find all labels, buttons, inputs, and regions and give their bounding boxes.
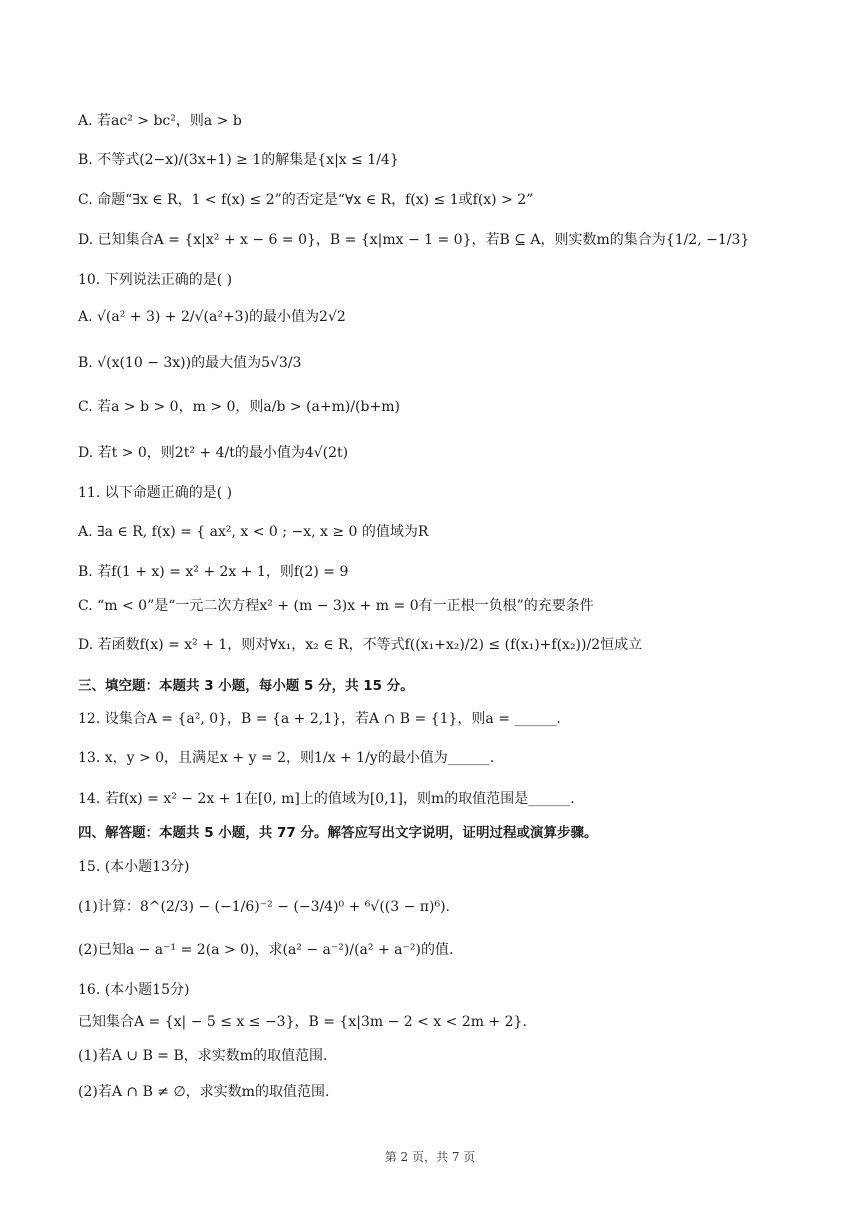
- question-line: D. 若t > 0，则2t² + 4/t的最小值为4√(2t): [78, 445, 349, 461]
- question-line: 16. (本小题15分): [78, 982, 190, 998]
- question-line: C. 若a > b > 0，m > 0，则a/b > (a+m)/(b+m): [78, 399, 400, 415]
- question-line: D. 若函数f(x) = x² + 1，则对∀x₁，x₂ ∈ R，不等式f((x₁+x₂)/2) ≤ (f(x₁)+f(x₂))/2恒成立: [78, 637, 643, 653]
- question-line: 12. 设集合A = {a², 0}，B = {a + 2,1}，若A ∩ B = {1}，则a = ______.: [78, 711, 561, 727]
- question-line: C. “m < 0”是“一元二次方程x² + (m − 3)x + m = 0有一正根一负根”的充要条件: [78, 598, 594, 614]
- question-line: 已知集合A = {x| − 5 ≤ x ≤ −3}，B = {x|3m − 2 < x < 2m + 2}.: [78, 1014, 527, 1030]
- question-line: B. 不等式(2−x)/(3x+1) ≥ 1的解集是{x|x ≤ 1/4}: [78, 152, 399, 168]
- question-line: B. √(x(10 − 3x))的最大值为5√3/3: [78, 355, 302, 371]
- question-line: 11. 以下命题正确的是( ): [78, 485, 233, 501]
- section-heading: 三、填空题：本题共 3 小题，每小题 5 分，共 15 分。: [78, 678, 414, 694]
- question-line: D. 已知集合A = {x|x² + x − 6 = 0}，B = {x|mx − 1 = 0}，若B ⊆ A，则实数m的集合为{1/2, −1/3}: [78, 232, 750, 248]
- question-line: A. ∃a ∈ R, f(x) = { ax², x < 0 ; −x, x ≥ 0 的值域为R: [78, 524, 429, 540]
- question-line: C. 命题“∃x ∈ R，1 < f(x) ≤ 2”的否定是“∀x ∈ R，f(x) ≤ 1或f(x) > 2”: [78, 192, 534, 208]
- question-line: (1)若A ∪ B = B，求实数m的取值范围.: [78, 1048, 328, 1064]
- question-line: 14. 若f(x) = x² − 2x + 1在[0, m]上的值域为[0,1]，则m的取值范围是______.: [78, 791, 575, 807]
- question-line: (2)已知a − a⁻¹ = 2(a > 0)，求(a² − a⁻²)/(a² + a⁻²)的值.: [78, 942, 454, 958]
- question-line: B. 若f(1 + x) = x² + 2x + 1，则f(2) = 9: [78, 564, 349, 580]
- question-line: A. 若ac² > bc²，则a > b: [78, 113, 242, 129]
- question-line: (2)若A ∩ B ≠ ∅，求实数m的取值范围.: [78, 1084, 330, 1100]
- section-heading: 四、解答题：本题共 5 小题，共 77 分。解答应写出文字说明，证明过程或演算步骤。: [78, 825, 598, 841]
- question-line: 13. x，y > 0，且满足x + y = 2，则1/x + 1/y的最小值为______.: [78, 750, 495, 766]
- question-line: 15. (本小题13分): [78, 859, 190, 875]
- page-footer: 第 2 页，共 7 页: [384, 1150, 476, 1164]
- question-line: 10. 下列说法正确的是( ): [78, 272, 233, 288]
- question-line: (1)计算：8^(2/3) − (−1/6)⁻² − (−3/4)⁰ + ⁶√((3 − π)⁶).: [78, 899, 450, 915]
- question-line: A. √(a² + 3) + 2/√(a²+3)的最小值为2√2: [78, 309, 346, 325]
